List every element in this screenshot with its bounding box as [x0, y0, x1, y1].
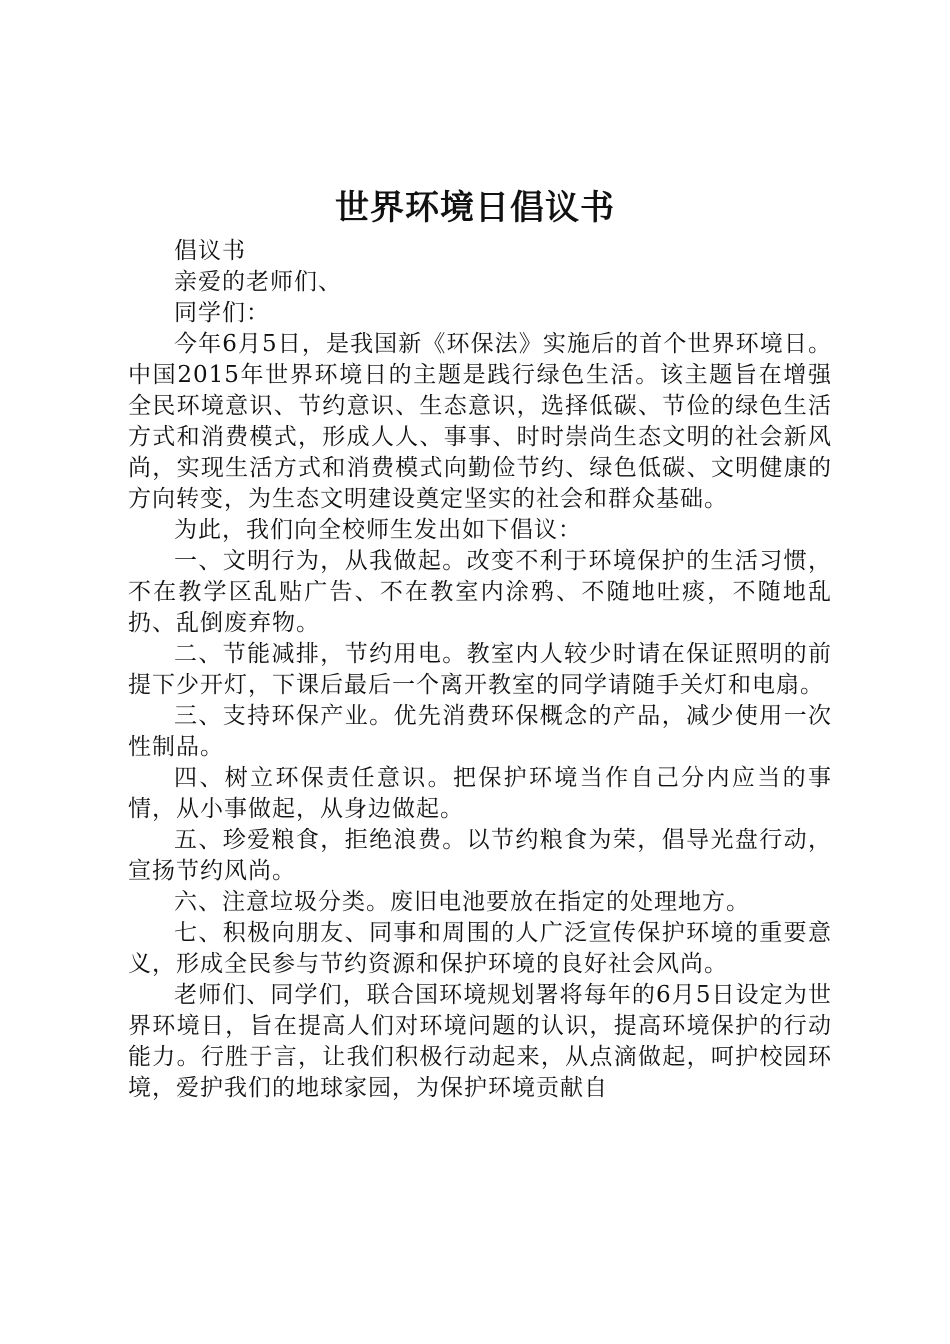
paragraph-item-4: 四、树立环保责任意识。把保护环境当作自己分内应当的事情，从小事做起，从身边做起。: [128, 765, 832, 822]
document-title: 世界环境日倡议书: [335, 188, 615, 228]
paragraph-salutation-students: 同学们：: [174, 300, 270, 326]
paragraph-item-2: 二、节能减排，节约用电。教室内人较少时请在保证照明的前提下少开灯，下课后最后一个离开教室的同学请随手关灯和电扇。: [128, 641, 832, 698]
paragraph-item-3: 三、支持环保产业。优先消费环保概念的产品，减少使用一次性制品。: [128, 703, 832, 760]
paragraph-closing: 老师们、同学们，联合国环境规划署将每年的6月5日设定为世界环境日，旨在提高人们对环境问题的认识，提高环境保护的行动能力。行胜于言，让我们积极行动起来，从点滴做起，呵护校园环境，爱护我们的地球家园，为保护环境贡献自: [128, 982, 832, 1101]
paragraph-salutation-teachers: 亲爱的老师们、: [174, 269, 342, 295]
paragraph-intro: 今年6月5日，是我国新《环保法》实施后的首个世界环境日。中国2015年世界环境日的主题是践行绿色生活。该主题旨在增强全民环境意识、节约意识、生态意识，选择低碳、节俭的绿色生活方式和消费模式，形成人人、事事、时时崇尚生态文明的社会新风尚，实现生活方式和消费模式向勤俭节约、绿色低碳、文明健康的方向转变，为生态文明建设奠定坚实的社会和群众基础。: [128, 331, 832, 512]
paragraph-item-5: 五、珍爱粮食，拒绝浪费。以节约粮食为荣，倡导光盘行动，宣扬节约风尚。: [128, 827, 832, 884]
paragraph-proposal-lead: 为此，我们向全校师生发出如下倡议：: [174, 517, 582, 543]
paragraph-item-6: 六、注意垃圾分类。废旧电池要放在指定的处理地方。: [174, 889, 750, 915]
paragraph-item-7: 七、积极向朋友、同事和周围的人广泛宣传保护环境的重要意义，形成全民参与节约资源和保护环境的良好社会风尚。: [128, 920, 832, 977]
paragraph-item-1: 一、文明行为，从我做起。改变不利于环境保护的生活习惯，不在教学区乱贴广告、不在教室内涂鸦、不随地吐痰，不随地乱扔、乱倒废弃物。: [128, 548, 832, 636]
paragraph-heading: 倡议书: [174, 238, 246, 264]
document-body: [128, 236, 832, 1104]
